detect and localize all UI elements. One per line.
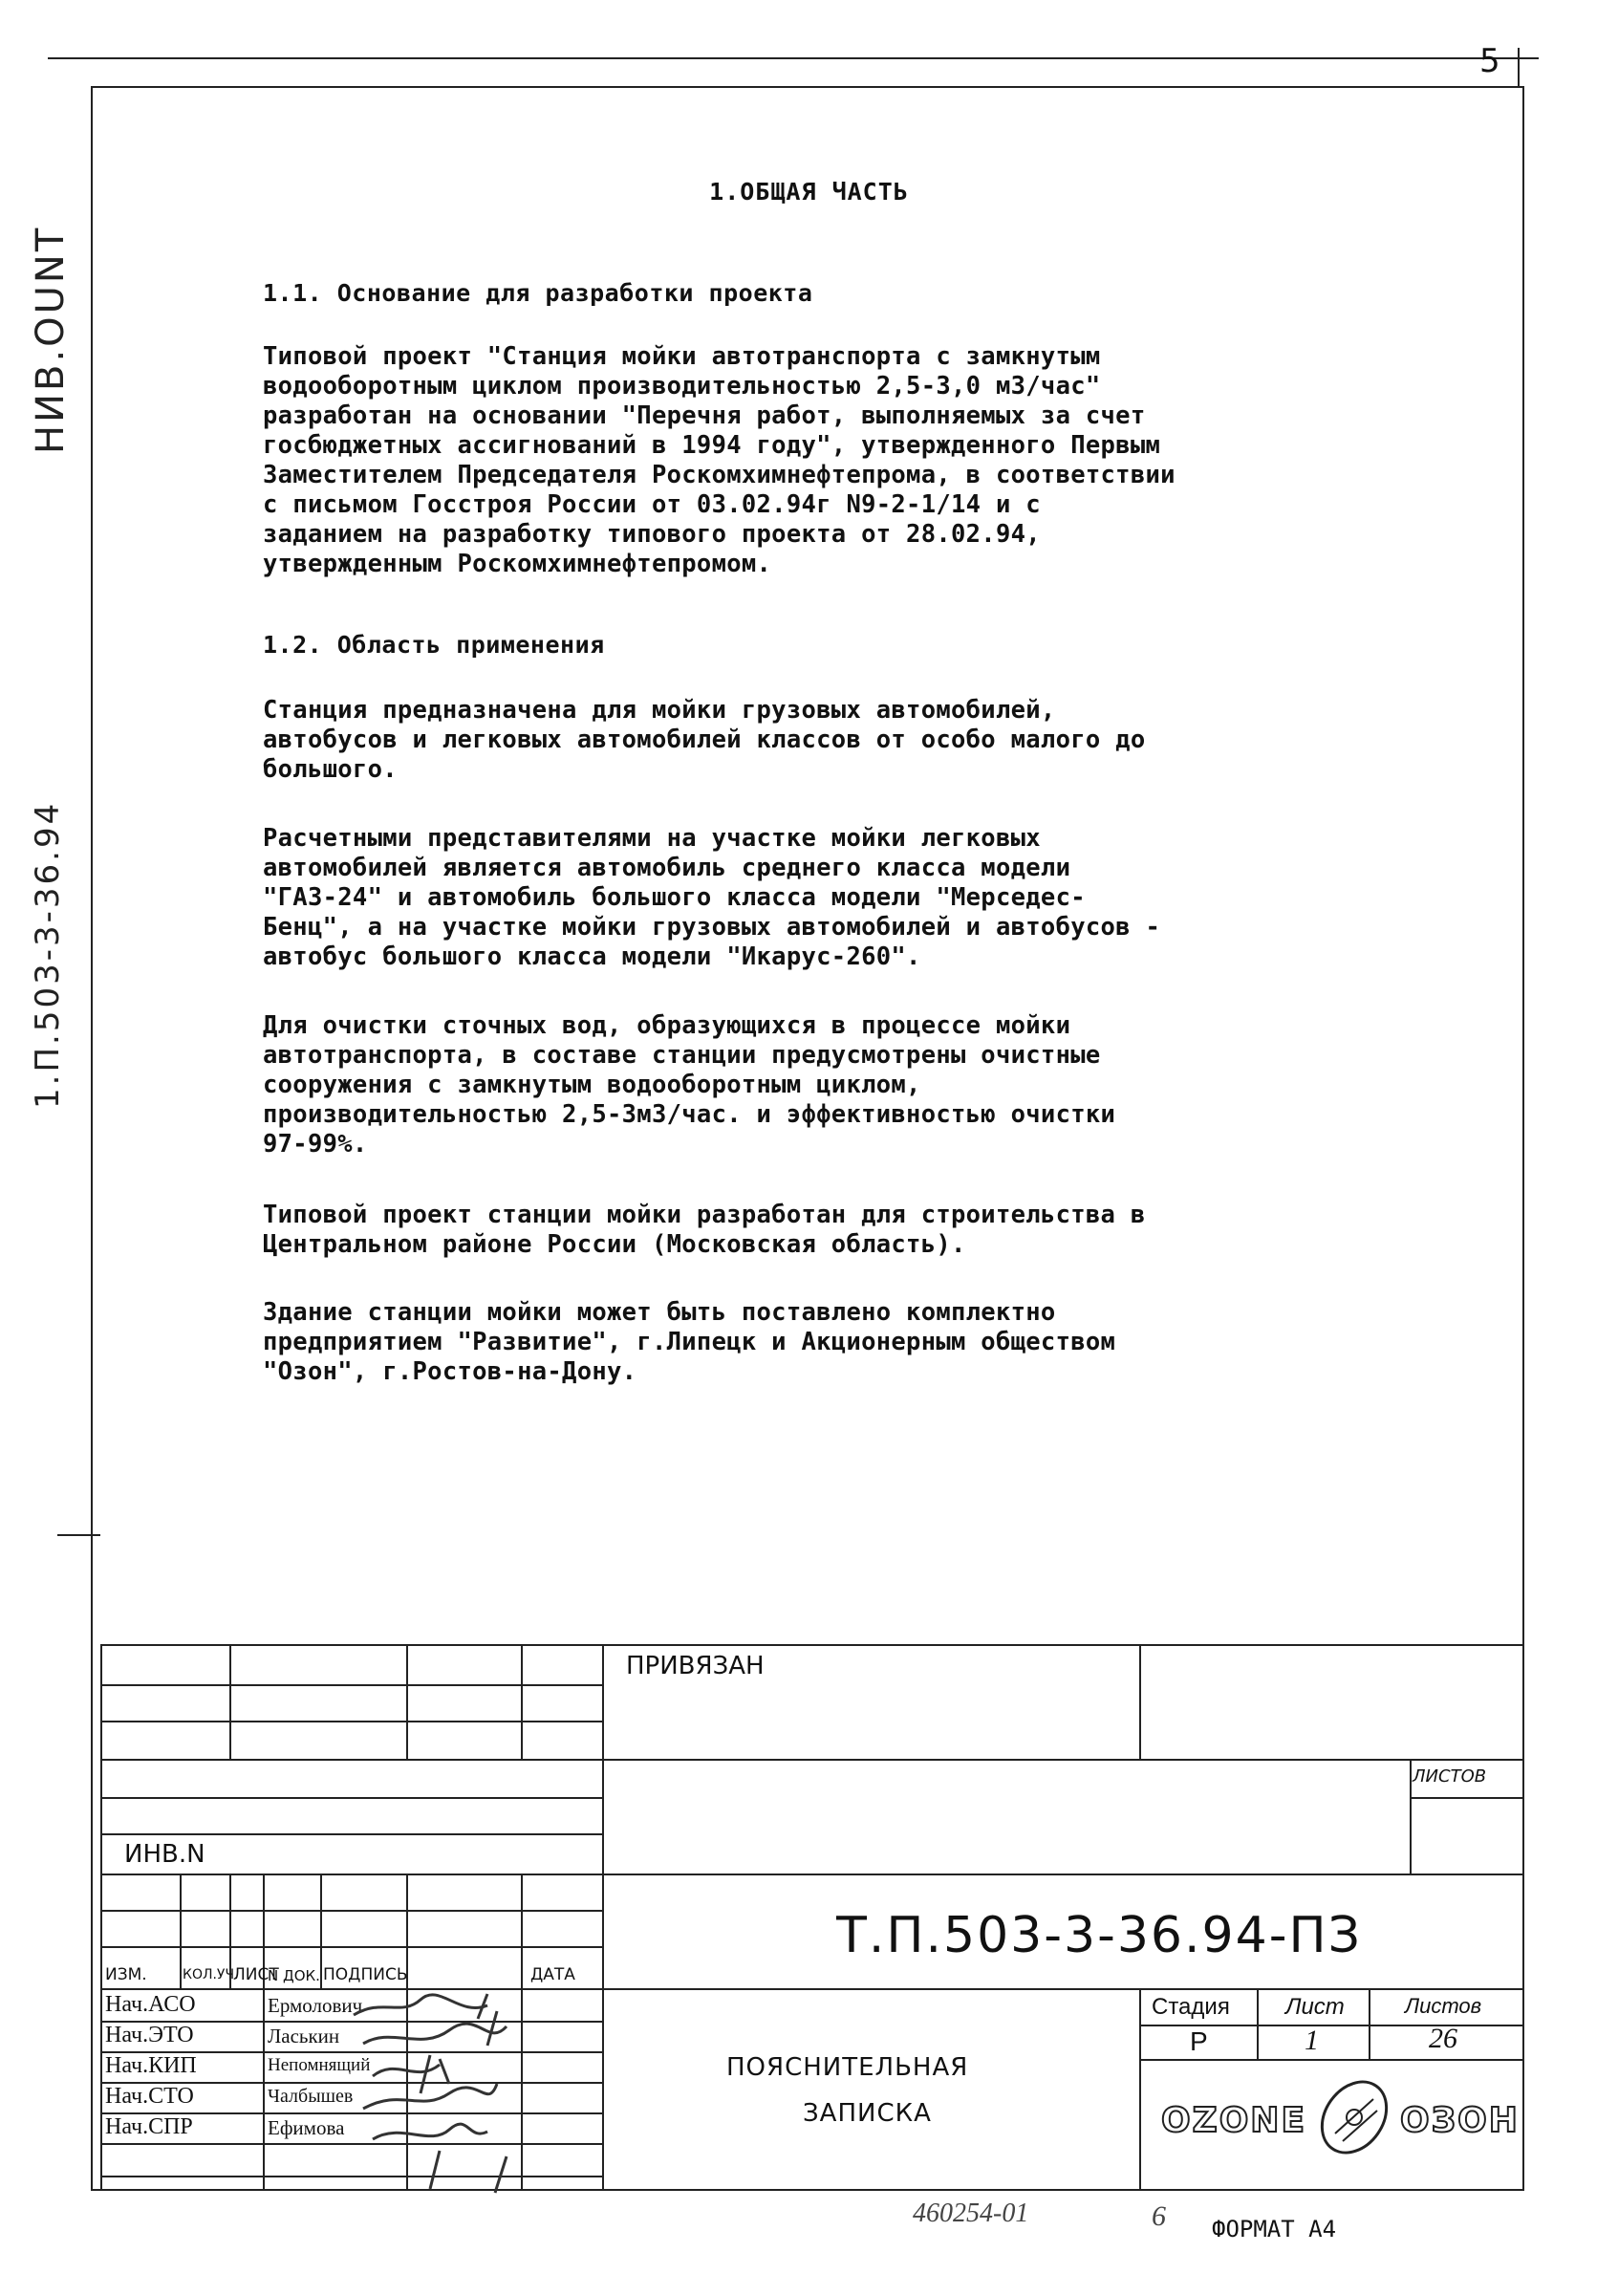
name-sto: Чалбышев [268, 2086, 354, 2107]
hdr-list: ЛИСТ [233, 1965, 279, 1984]
paragraph-representatives: Расчетными представителями на участке мойки легковых автомобилей является автомобиль среднего класса модели "ГАЗ-24" и автомобиль большого класса модели "Мерседес- Бенц", а на участке мойки грузовых автомобилей и автобусов - автобус большого класса модели "Икарус-260". [263, 824, 1161, 971]
handwritten-signatures [344, 1988, 602, 2199]
hdr-n-dok: N ДОК. [268, 1967, 320, 1984]
hdr-data: ДАТА [530, 1965, 575, 1984]
org-logo-cyrillic: ОЗОН [1400, 2101, 1520, 2140]
section-heading-1-2: 1.2. Область применения [263, 631, 605, 659]
doc-title-line-1: ПОЯСНИТЕЛЬНАЯ [726, 2053, 969, 2082]
name-aso: Ермолович [268, 1994, 363, 2017]
role-kip: Нач.КИП [105, 2053, 197, 2078]
sheet-value: 1 [1305, 2025, 1319, 2056]
paragraph-supplier: Здание станции мойки может быть поставлено комплектно предприятием "Развитие", г.Липецк и Акционерным обществом "Озон", г.Ростов-на-Дону. [263, 1298, 1116, 1386]
org-emblem-icon [1314, 2074, 1395, 2160]
paragraph-region: Типовой проект станции мойки разработан для строительства в Центральном районе России (Московская область). [263, 1201, 1146, 1259]
top-rule [48, 57, 1539, 59]
stage-value: Р [1190, 2026, 1208, 2056]
sheets-value: 26 [1429, 2023, 1457, 2054]
margin-inventory-text: НИВ.ОUNT [29, 225, 73, 454]
doc-title-line-2: ЗАПИСКА [803, 2099, 932, 2128]
role-eto: Нач.ЭТО [105, 2023, 194, 2047]
section-heading-1-1: 1.1. Основание для разработки проекта [263, 279, 813, 307]
name-kip: Непомнящий [268, 2055, 371, 2075]
hdr-podpis: ПОДПИСЬ [323, 1965, 408, 1984]
page-title: 1.ОБЩАЯ ЧАСТЬ [709, 178, 909, 206]
hdr-izm: ИЗМ. [105, 1965, 147, 1984]
inv-number-label: ИНВ.N [124, 1840, 205, 1869]
role-aso: Нач.АСО [105, 1992, 196, 2017]
privyazan-label: ПРИВЯЗАН [626, 1652, 765, 1680]
format-label: ФОРМАТ А4 [1212, 2216, 1337, 2242]
sheet-box-line [1518, 48, 1520, 86]
name-eto: Ласькин [268, 2025, 340, 2047]
document-code: Т.П.503-3-36.94-ПЗ [836, 1907, 1362, 1964]
margin-code-text: 1.П.503-3-36.94 [29, 800, 67, 1109]
sheet-number: 5 [1479, 42, 1500, 80]
role-sto: Нач.СТО [105, 2084, 194, 2109]
handwritten-number-6: 6 [1152, 2200, 1166, 2232]
margin-tick [57, 1534, 100, 1536]
stage-header: Стадия [1152, 1994, 1230, 2020]
paragraph-application: Станция предназначена для мойки грузовых автомобилей, автобусов и легковых автомобилей классов от особо малого до большого. [263, 696, 1146, 784]
name-spr: Ефимова [268, 2116, 345, 2139]
paragraph-treatment: Для очистки сточных вод, образующихся в процессе мойки автотранспорта, в составе станции предусмотрены очистные сооружения с замкнутым водооборотным циклом, производительностью 2,5-3м3/час. и эффективностью очистки 97-99%. [263, 1011, 1116, 1159]
hdr-kol-uch: КОЛ.УЧ. [183, 1967, 239, 1982]
sheet-header: Лист [1285, 1994, 1345, 2020]
handwritten-inventory-number: 460254-01 [913, 2199, 1029, 2228]
listov-top-label: ЛИСТОВ [1413, 1766, 1487, 1787]
org-logo-latin: OZONE [1161, 2101, 1307, 2140]
sheets-header: Листов [1405, 1994, 1482, 2018]
role-spr: Нач.СПР [105, 2114, 193, 2139]
paragraph-basis: Типовой проект "Станция мойки автотранспорта с замкнутым водооборотным циклом производительностью 2,5-3,0 м3/час" разработан на основании "Перечня работ, выполняемых за счет госбюджетных ассигнований в 1994 году", утвержденного Первым Заместителем Председателя Роскомхимнефтепрома, в соответствии с письмом Госстроя России от 03.02.94г N9-2-1/14 и с заданием на разработку типового проекта от 28.02.94, утвержденным Роскомхимнефтепромом. [263, 342, 1176, 578]
